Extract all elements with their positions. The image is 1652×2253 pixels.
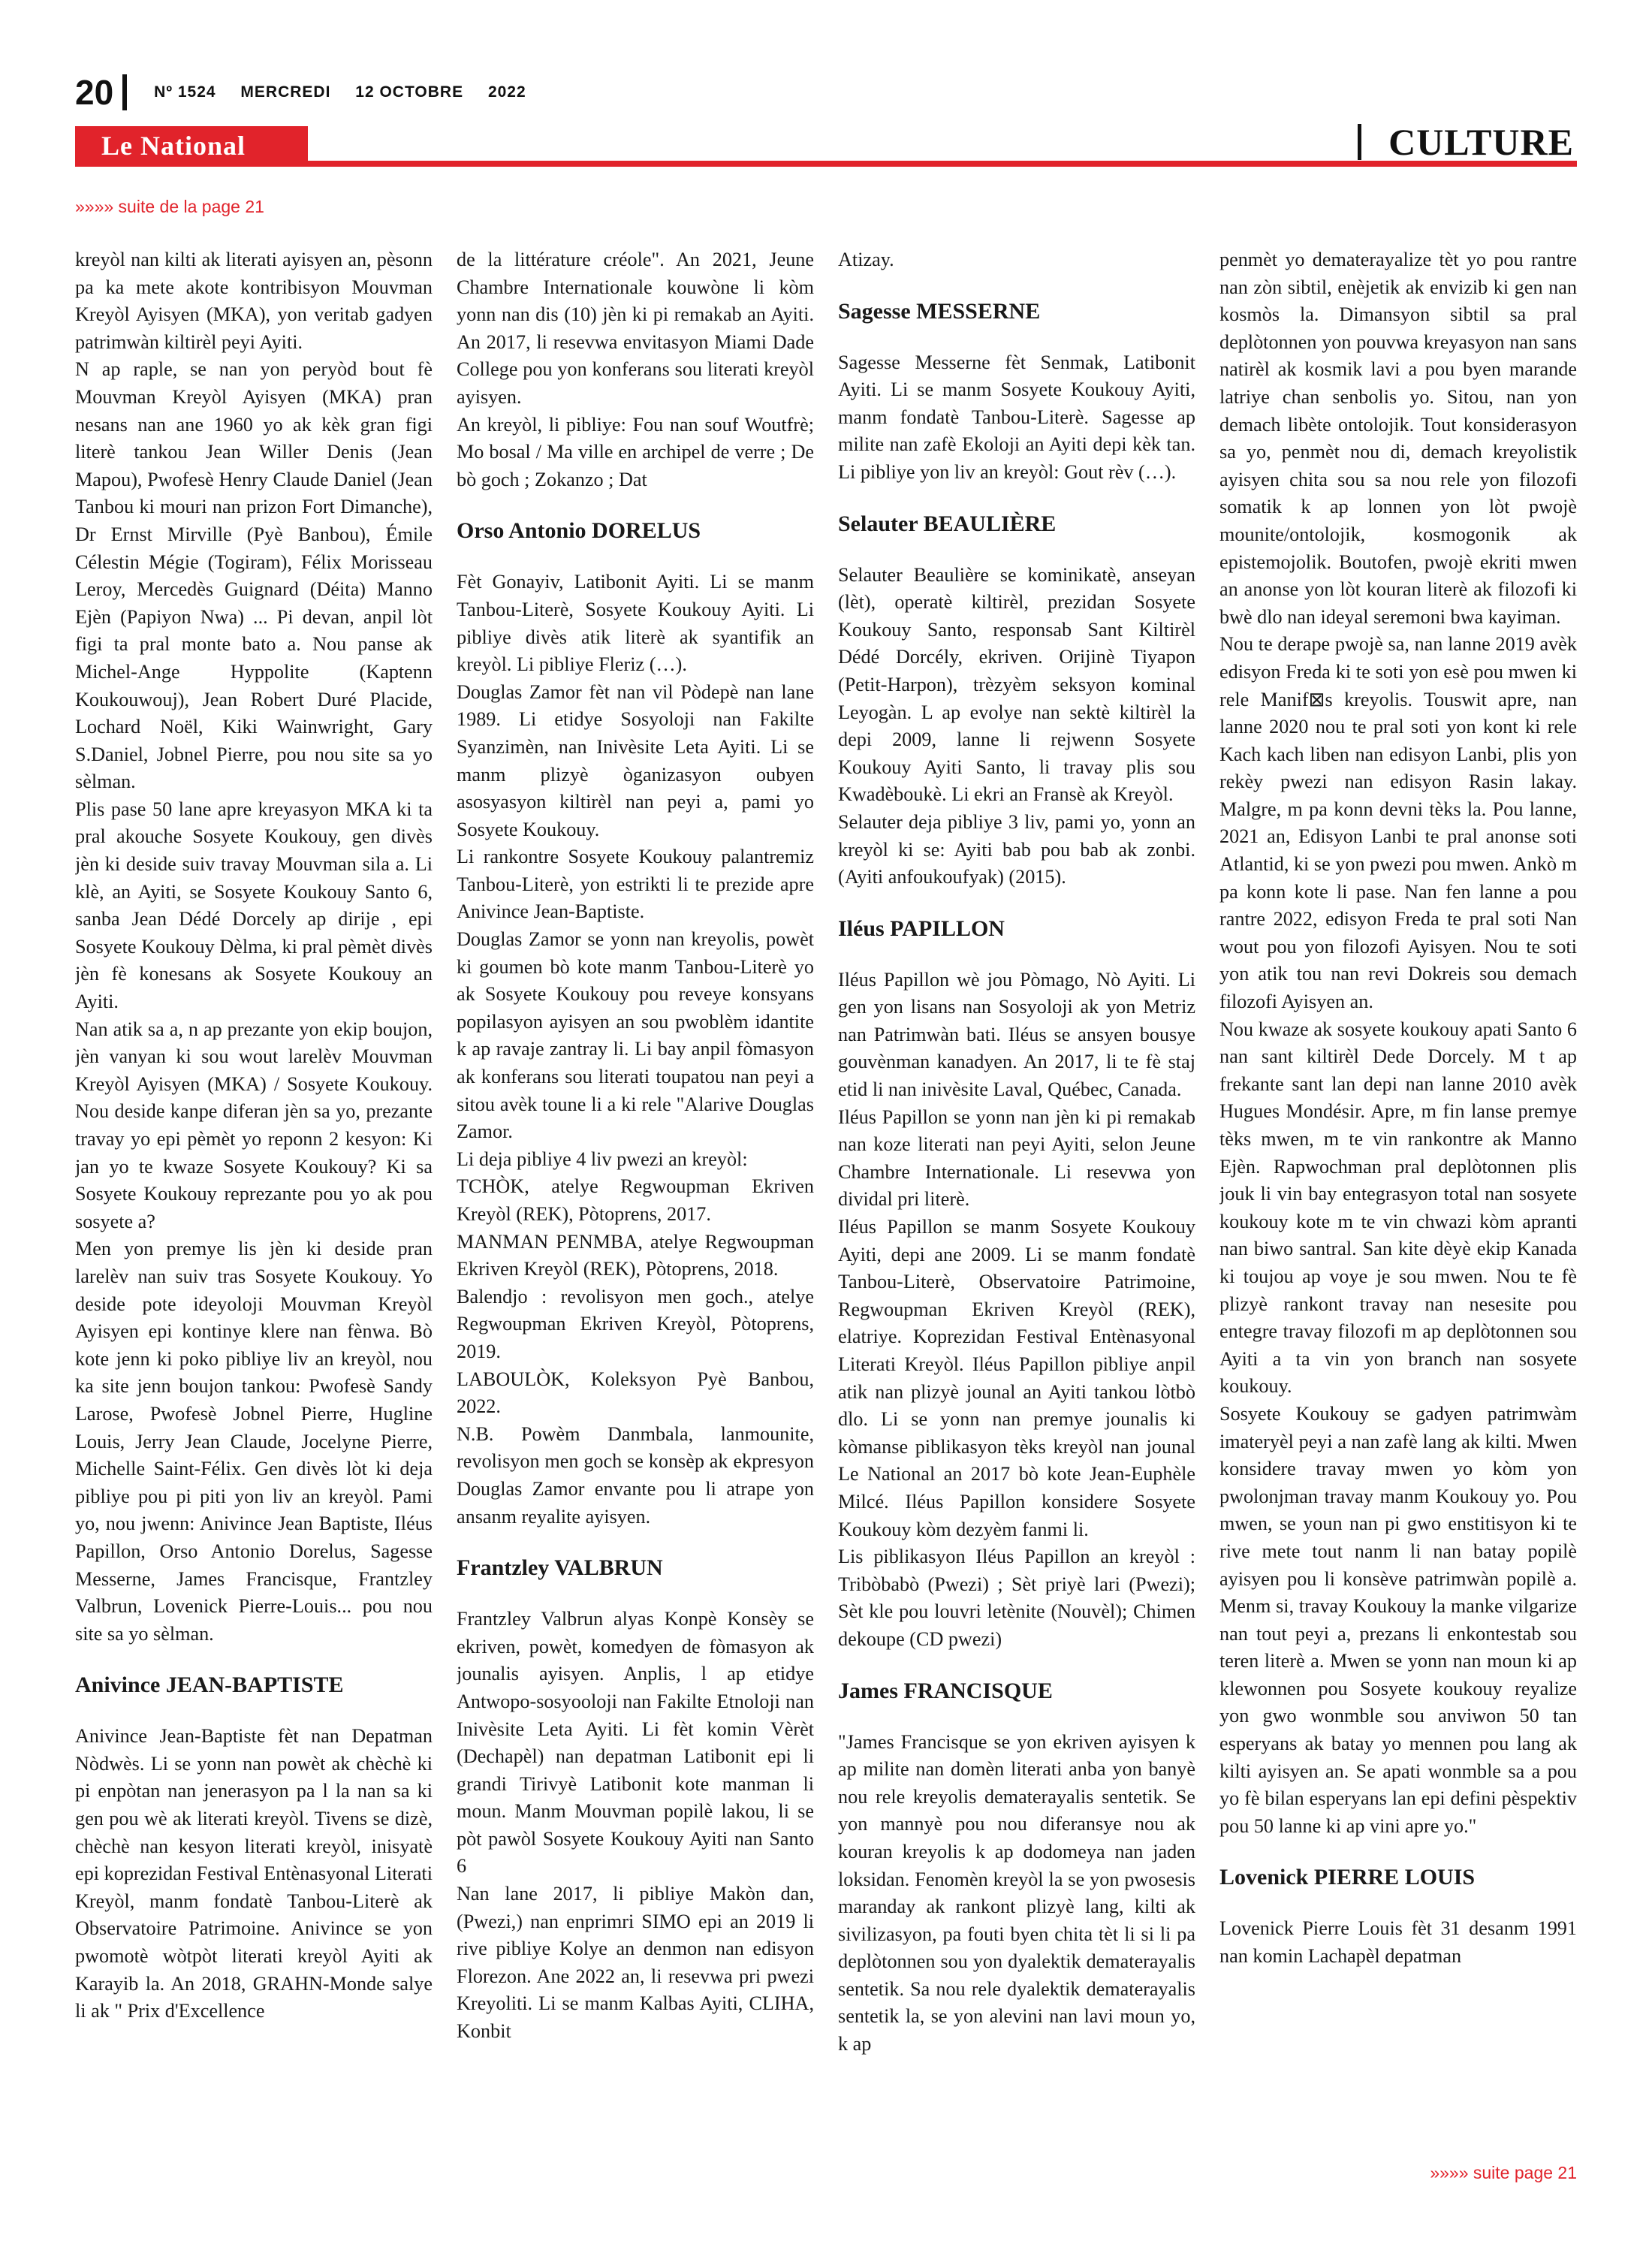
section-label <box>1358 120 1574 164</box>
article-paragraph: de la littérature créole". An 2021, Jeune Chambre Internationale kouwòne li kòm yonn nan dis (10) jèn ki pi remakab an Ayiti. An 2017, li resevwa envitasyon Miami Dade College pou yon konferans sou literati kreyòl ayisyen. An kreyòl, li pibliye: Fou nan souf Woutfrè; Mo bosal / Ma ville en archipel de verre ; De bò goch ; Zokanzo ; Dat <box>457 249 814 490</box>
continued-on-note: »»»» suite page 21 <box>1430 2163 1577 2182</box>
article-paragraph: penmèt yo dematerayalize tèt yo pou rantre nan zòn sibtil, enèjetik ak envizib ki gen nan kosmòs la. Dimansyon sibtil sa pral deplòtonnen yon pouvwa kreyasyon nan sans natirèl ak kosmik lavi a pou byen marande latriye chan senbolis yo. Sitou, nan yon demach libète ontolojik. Tout konsiderasyon sa yo, penmèt nou di, demach kreyolistik ayisyen chita sou sa nou rele yon filozofi somatik k ap lonnen yon lòt pwojè mounite/ontolojik, kosmogonik ak epistemojolik. Boutofen, pwojè ekriti mwen an anonse yon lòt kouran literè ak filozofi ki bwè dlo nan ideyal seremoni bwa kayiman. Nou te derape pwojè sa, nan lanne 2019 avèk edisyon Freda ki te soti yon esè pou mwen ki rele Manif⊠s kreyolis. Touswit apre, nan lanne 2020 nou te pral soti yon kont ki rele Kach kach liben nan edisyon Lanbi, plis yon rekèy pwezi nan edisyon Rasin lakay. Malgre, m pa konn devni tèks la. Pou lanne, 2021 an, Edisyon Lanbi te pral anonse soti Atlantid, ki se yon pwezi pou mwen. Ankò m pa konn kote li pase. Nan fen lanne a pou rantre 2022, edisyon Freda te pral soti Nan wout pou yon filozofi Ayisyen. Nou te soti yon atik tou nan revi Dokreis sou demach filozofi Ayisyen an. Nou kwaze ak sosyete koukouy apati Santo 6 nan sant kiltirèl Dede Dorcely. M t ap frekante sant lan depi nan lanne 2010 avèk Hugues Mondésir. Apre, m fin lanse premye tèks mwen, m te vin rankontre ak Manno Ejèn. Rapwochman pral deplòtonnen plis jouk li vin bay entegrasyon total nan sosyete koukouy kote m te vin chwazi kòm apranti nan biwo santral. San kite dèyè ekip Kanada ki toujou ap voye je sou mwen. Nou te fè plizyè rankont travay nan nesesite pou entegre travay filozofi m ap deplòtonnen sou Ayiti a ta vin yon branch nan sosyete koukouy. Sosyete Koukouy se gadyen patrimwàm imateryèl peyi a nan zafè lang ak kilti. Mwen konsidere travay mwen yo kòm yon pwolonjman travay manm Koukouy yo. Pou mwen, se youn nan pi gwo enstitisyon ki te rive mete tout nanm li nan batay popilè ayisyen pou li konsève patrimwàn popilè a. Menm si, travay Koukouy la manke vilgarize nan tout peyi a, prezans li enkontestab sou teren literè a. Mwen se yonn nan moun ki ap klewonnen pou Sosyete koukouy reyalize yon gwo wonmble sou anviwon 50 tan esperyans ak batay yo mennen pou lang ak kilti ayisyen an. Se apati wonmble sa a pou yo fè bilan esperyans lan epi defini pèspektiv pou 50 lanne ki ap vini apre yo." <box>1219 249 1577 1837</box>
article-column-3 <box>838 246 1195 2161</box>
article-paragraph: Selauter Beaulière se kominikatè, anseyan (lèt), operatè kiltirèl, prezidan Sosyete Koukouy Santo, responsab Sant Kiltirèl Dédé Dorcély, ekriven. Orijinè Tiyapon (Petit-Harpon), trèzyèm seksyon kominal Leyogàn. L ap evolye nan sektè kiltirèl la depi 2009, lanne li rejwenn Sosyete Koukouy Ayiti Santo, li travay plis sou Kwadèboukè. Li ekri an Fransè ak Kreyòl. Selauter deja pibliye 3 liv, pami yo, yonn an kreyòl ki se: Ayiti bab pou bab ak zonbi. (Ayiti anfoukoufyak) (2015). <box>838 563 1195 888</box>
issue-date: 12 OCTOBRE <box>355 83 464 101</box>
page-header <box>75 74 546 111</box>
profile-heading: James FRANCISQUE <box>838 1678 1053 1703</box>
issue-meta <box>154 83 545 101</box>
article-paragraph: Fèt Gonayiv, Latibonit Ayiti. Li se manm Tanbou-Literè, Sosyete Koukouy Ayiti. Li pibliye divès atik literè ak syantifik an kreyòl. Li pibliye Fleriz (…). Douglas Zamor fèt nan vil Pòdepè nan lane 1989. Li etidye Sosyoloji nan Fakilte Syanzimèn, nan Inivèsite Leta Ayiti. Li se manm plizyè òganizasyon oubyen asosyasyon kiltirèl nan peyi a, pami yo Sosyete Koukouy. Li rankontre Sosyete Koukouy palantremiz Tanbou-Literè, yon estrikti li te prezide apre Anivince Jean-Baptiste. Douglas Zamor se yonn nan kreyolis, powèt ki goumen bò kote manm Tanbou-Literè yo ak Sosyete Koukouy pou reveye konsyans popilasyon ayisyen an sou pwoblèm idantite k ap ravaje zantray li. Li bay anpil fòmasyon ak konferans sou literati toupatou nan peyi a sitou avèk toune li a ki rele "Alarive Douglas Zamor. Li deja pibliye 4 liv pwezi an kreyòl: TCHÒK, atelye Regwoupman Ekriven Kreyòl (REK), Pòtoprens, 2017. MANMAN PENMBA, atelye Regwoupman Ekriven Kreyòl (REK), Pòtoprens, 2018. Balendjo : revolisyon men goch., atelye Regwoupman Ekriven Kreyòl, Pòtoprens, 2019. LABOULÒK, Koleksyon Pyè Banbou, 2022. N.B. Powèm Danmbala, lanmounite, revolisyon men goch se konsèp ak ekpresyon Douglas Zamor envante pou li atrape yon ansanm reyalite ayisyen. <box>457 571 814 1528</box>
article-paragraph: Iléus Papillon wè jou Pòmago, Nò Ayiti. Li gen yon lisans nan Sosyoloji ak yon Metriz nan Patrimwàn bati. Iléus se ansyen bousye gouvènman kanadyen. An 2017, li te fè staj etid li nan inivèsite Laval, Québec, Canada. Iléus Papillon se yonn nan jèn ki pi remakab nan koze literati nan peyi Ayiti, selon Jeune Chambre Internationale. Li resevwa yon dividal pri literè. Iléus Papillon se manm Sosyete Koukouy Ayiti, depi ane 2009. Li se manm fondatè Tanbou-Literè, Observatoire Patrimoine, Regwoupman Ekriven Kreyòl (REK), elatriye. Koprezidan Festival Entènasyonal Literati Kreyòl. Iléus Papillon pibliye anpil atik nan plizyè jounal an Ayiti tankou lòtbò dlo. Li se yonn nan premye jounalis ki kòmanse piblikasyon tèks kreyòl nan jounal Le National an 2017 bò kote Jean-Euphèle Milcé. Iléus Papillon konsidere Sosyete Koukouy kòm dezyèm fanmi li. Lis piblikasyon Iléus Papillon an kreyòl : Tribòbabò (Pwezi) ; Sèt priyè lari (Pwezi); Sèt kle pou louvri letènite (Nouvèl); Chimen dekoupe (CD pwezi) <box>838 968 1195 1650</box>
profile-heading: Sagesse MESSERNE <box>838 298 1041 324</box>
article-column-2 <box>457 246 814 2161</box>
section-divider <box>1358 124 1361 160</box>
profile-heading: Frantzley VALBRUN <box>457 1555 663 1581</box>
article-paragraph: "James Francisque se yon ekriven ayisyen k ap milite nan domèn literati anba yon banyè nou rele kreyolis dematerayalis sentetik. Se yon mannyè pou nou diferansye nou ak kouran kreyolis k ap dodomeya nan jaden loksidan. Fenomèn kreyòl la se yon pwosesis maranday ak rankont plizyè lang, kilti ak sivilizasyon, pa fouti byen chita tèt li si li pa deplòtonnen sou yon dyalektik dematerayalis sentetik. Sa nou rele dyalektik dematerayalis sentetik la, se yon alevini nan lavi moun yo, k ap <box>838 1730 1195 2055</box>
profile-heading: Selauter BEAULIÈRE <box>838 511 1057 536</box>
article-paragraph: Atizay. <box>838 249 894 270</box>
article-paragraph: Anivince Jean-Baptiste fèt nan Depatman Nòdwès. Li se yonn nan powèt ak chèchè ki pi enpòtan nan jenerasyon pa l la nan sa ki gen pou wè ak literati kreyòl. Tivens se dizè, chèchè nan kesyon literati kreyòl, inisyatè epi koprezidan Festival Entènasyonal Literati Kreyòl, manm fondatè Tanbou-Literè ak Observatoire Patrimoine. Anivince se yon pwomotè wòtpòt literati kreyòl Ayiti ak Karayib la. An 2018, GRAHN-Monde salye li ak " Prix d'Excellence <box>75 1725 433 2022</box>
profile-heading: Anivince JEAN-BAPTISTE <box>75 1672 344 1698</box>
issue-year: 2022 <box>487 83 526 101</box>
article-column-1 <box>75 246 433 2161</box>
article-paragraph: kreyòl nan kilti ak literati ayisyen an, pèsonn pa ka mete akote kontribisyon Mouvman Kreyòl Ayisyen (MKA), yon veritab gadyen patrimwàn kiltirèl peyi Ayiti. N ap raple, se nan yon peryòd bout fè Mouvman Kreyòl Ayisyen (MKA) pran nesans nan ane 1960 yo ak kèk gran figi literè tankou Jean Willer Denis (Jean Mapou), Pwofesè Henry Claude Daniel (Jean Tanbou ki mouri nan prizon Fort Dimanche), Dr Ernst Mirville (Pyè Banbou), Émile Célestin Mégie (Togiram), Félix Morisseau Leroy, Mercedès Guignard (Déita) Manno Ejèn (Papiyon Nwa) ... Pi devan, anpil lòt figi ta pral monte bato a. Nou panse ak Michel-Ange Hyppolite (Kaptenn Koukouwouj), Jean Robert Duré Placide, Lochard Noël, Kiki Wainwright, Gary S.Daniel, Jobnel Pierre, pou nou site sa yo sèlman. Plis pase 50 lane apre kreyasyon MKA ki ta pral akouche Sosyete Koukouy, gen divès jèn ki deside suiv travay Mouvman sila a. Li klè, an Ayiti, se Sosyete Koukouy Santo 6, sanba Jean Dédé Dorcely ap dirije , epi Sosyete Koukouy Dèlma, ki pral pèmèt divès jèn fè konesans ak Sosyete Koukouy an Ayiti. Nan atik sa a, n ap prezante yon ekip boujon, jèn vanyan ki sou wout larelèv Mouvman Kreyòl Ayisyen (MKA) / Sosyete Koukouy. Nou deside kanpe diferan jèn sa yo, prezante travay yo epi pèmèt yo reponn 2 kesyon: Ki jan yo te kwaze Sosyete Koukouy? Ki sa Sosyete Koukouy reprezante pou yo ak pou sosyete a? Men yon premye lis jèn ki deside pran larelèv nan suiv tras Sosyete Koukouy. Yo deside pote ideyoloji Mouvman Kreyòl Ayisyen epi kontinye klere nan fènwa. Bò kote jenn ki poko pibliye liv an kreyòl, nou ka site jenn boujon tankou: Pwofesè Sandy Larose, Pwofesè Jobnel Pierre, Hugline Louis, Jerry Jean Claude, Jocelyne Pierre, Michelle Saint-Félix. Gen divès lòt ki deja pibliye pou pi piti yon liv an kreyòl. Pami yo, nou jwenn: Anivince Jean Baptiste, Iléus Papillon, Orso Antonio Dorelus, Sagesse Messerne, James Francisque, Frantzley Valbrun, Lovenick Pierre-Louis... pou nou site sa yo sèlman. <box>75 249 433 1645</box>
article-paragraph: Lovenick Pierre Louis fèt 31 desanm 1991 nan komin Lachapèl depatman <box>1219 1917 1577 1968</box>
header-rule <box>75 161 1577 167</box>
issue-day: MERCREDI <box>240 83 331 101</box>
article-paragraph: Sagesse Messerne fèt Senmak, Latibonit Ayiti. Li se manm Sosyete Koukouy Ayiti, manm fondatè Tanbou-Literè. Sagesse ap milite nan zafè Ekoloji an Ayiti depi kèk tan. Li pibliye yon liv an kreyòl: Gout rèv (…). <box>838 351 1195 483</box>
article-column-4 <box>1219 246 1577 2161</box>
profile-heading: Iléus PAPILLON <box>838 915 1005 941</box>
page-number: 20 <box>75 73 114 112</box>
continued-from-note: »»»» suite de la page 21 <box>75 197 264 216</box>
issue-number: Nº 1524 <box>154 83 216 101</box>
page-number-divider <box>122 74 127 110</box>
brand-logo: Le National <box>101 131 246 161</box>
profile-heading: Orso Antonio DORELUS <box>457 518 701 544</box>
section-title: CULTURE <box>1388 121 1574 163</box>
profile-heading: Lovenick PIERRE LOUIS <box>1219 1865 1476 1890</box>
article-paragraph: Frantzley Valbrun alyas Konpè Konsèy se ekriven, powèt, komedyen de fòmasyon ak jounalis ayisyen. Anplis, l ap etidye Antwopo-sosyooloji nan Fakilte Etnoloji nan Inivèsite Leta Ayiti. Li fèt komin Vèrèt (Dechapèl) nan depatman Latibonit epi li grandi Tirivyè Latibonit kote manman li moun. Manm Mouvman popilè lakou, li se pòt pawòl Sosyete Koukouy Ayiti nan Santo 6 Nan lane 2017, li pibliye Makòn dan, (Pwezi,) nan enprimri SIMO epi an 2019 li rive pibliye Kolye an denmon nan edisyon Florezon. Ane 2022 an, li resevwa pri pwezi Kreyoliti. Li se manm Kalbas Ayiti, CLIHA, Konbit <box>457 1608 814 2043</box>
